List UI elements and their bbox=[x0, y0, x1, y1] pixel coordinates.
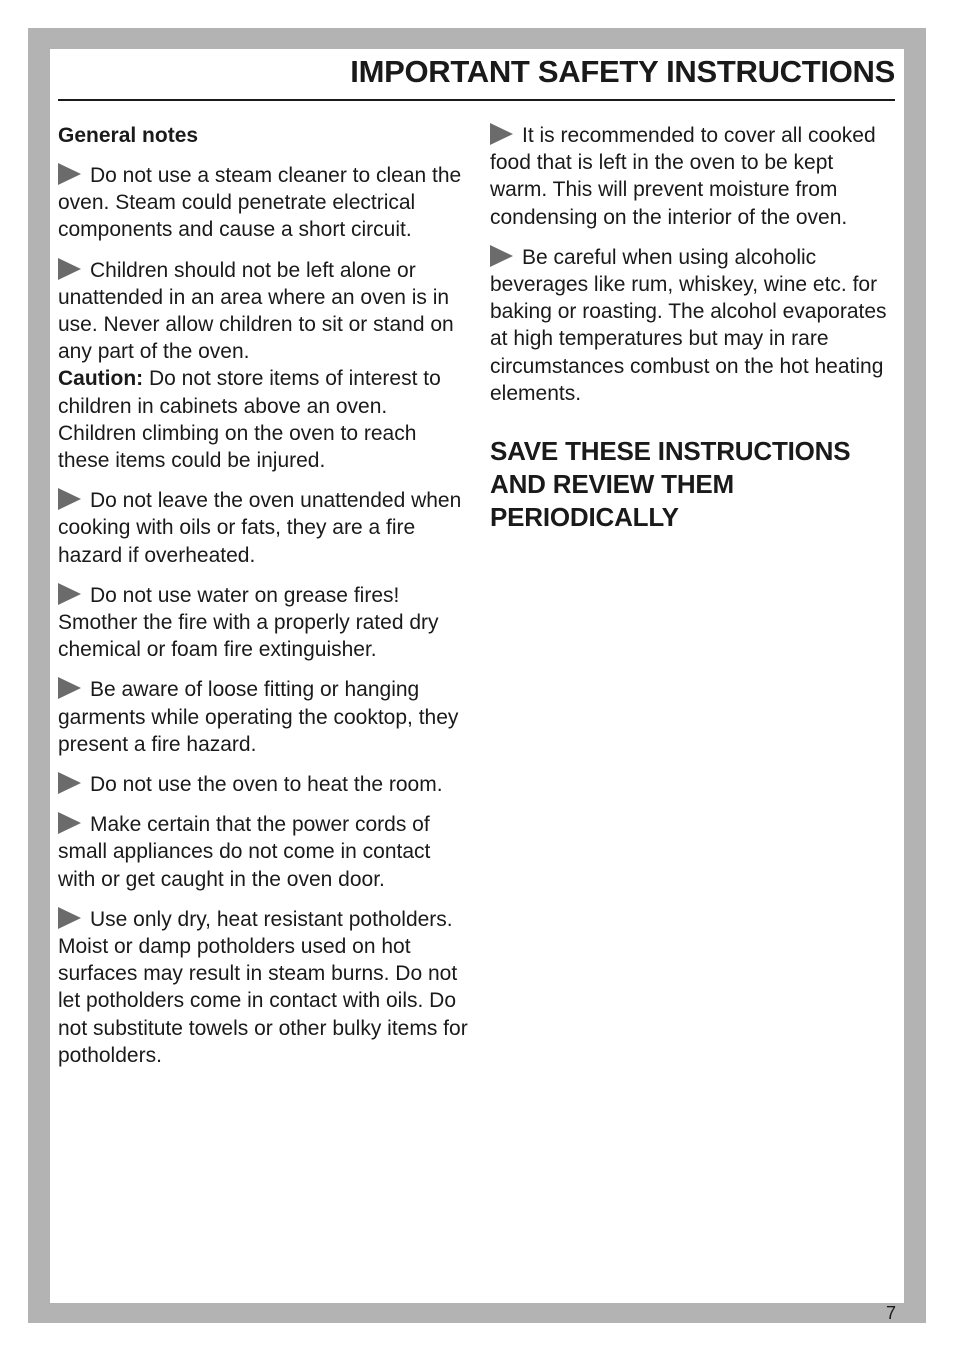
triangle-bullet-icon bbox=[58, 772, 81, 794]
triangle-bullet-icon bbox=[490, 123, 513, 145]
safety-item bbox=[58, 582, 468, 664]
caution-text: Do not store items of interest to children in cabinets above an oven. Children climbing on the oven to reach these items could be injured. bbox=[58, 367, 441, 473]
safety-item bbox=[58, 811, 468, 893]
safety-item bbox=[58, 771, 468, 798]
safety-item bbox=[58, 487, 468, 569]
title-rule bbox=[58, 99, 895, 101]
triangle-bullet-icon bbox=[58, 907, 81, 929]
triangle-bullet-icon bbox=[58, 677, 81, 699]
save-instructions-heading: SAVE THESE INSTRUCTIONS AND REVIEW THEM PERIODICALLY bbox=[490, 436, 851, 533]
safety-item-text: Do not use the oven to heat the room. bbox=[90, 773, 443, 797]
safety-item bbox=[58, 162, 468, 244]
safety-item-text: Make certain that the power cords of small appliances do not come in contact with or get caught in the oven door. bbox=[58, 813, 431, 891]
safety-item-text: Use only dry, heat resistant potholders. Moist or damp potholders used on hot surfaces may result in steam burns. Do not let potholders come in contact with oils. Do not substitute towels or other bulky items for potholders. bbox=[58, 907, 468, 1067]
safety-item-text: Do not leave the oven unattended when cooking with oils or fats, they are a fire hazard if overheated. bbox=[58, 489, 462, 567]
triangle-bullet-icon bbox=[58, 258, 81, 280]
safety-item bbox=[58, 676, 468, 758]
safety-item-text: Be aware of loose fitting or hanging garments while operating the cooktop, they present a fire hazard. bbox=[58, 678, 459, 756]
page-title: IMPORTANT SAFETY INSTRUCTIONS bbox=[350, 54, 895, 89]
safety-item bbox=[58, 906, 468, 1069]
safety-item bbox=[490, 244, 890, 407]
left-column bbox=[58, 122, 468, 1082]
safety-item-text: It is recommended to cover all cooked food that is left in the oven to be kept warm. This will prevent moisture from condensing on the interior of the oven. bbox=[490, 124, 876, 229]
safety-item-text: Be careful when using alcoholic beverages like rum, whiskey, wine etc. for baking or roasting. The alcohol evaporates at high temperatures but may in rare circumstances combust on the hot heating elements. bbox=[490, 245, 887, 405]
triangle-bullet-icon bbox=[58, 488, 81, 510]
safety-item-text: Children should not be left alone or unattended in an area where an oven is in use. Never allow children to sit or stand on any part of the oven. bbox=[58, 258, 454, 364]
triangle-bullet-icon bbox=[58, 163, 81, 185]
triangle-bullet-icon bbox=[490, 245, 513, 267]
page-number: 7 bbox=[885, 1303, 896, 1323]
safety-item-text: Do not use a steam cleaner to clean the oven. Steam could penetrate electrical components and cause a short circuit. bbox=[58, 164, 462, 242]
safety-item-text: Do not use water on grease fires! Smother the fire with a properly rated dry chemical or foam fire extinguisher. bbox=[58, 583, 439, 662]
triangle-bullet-icon bbox=[58, 583, 81, 605]
right-column bbox=[490, 122, 890, 534]
triangle-bullet-icon bbox=[58, 812, 81, 834]
safety-item bbox=[490, 122, 890, 231]
caution-label: Caution: bbox=[58, 367, 144, 391]
section-subheading: General notes bbox=[58, 124, 199, 147]
safety-item bbox=[58, 257, 468, 475]
